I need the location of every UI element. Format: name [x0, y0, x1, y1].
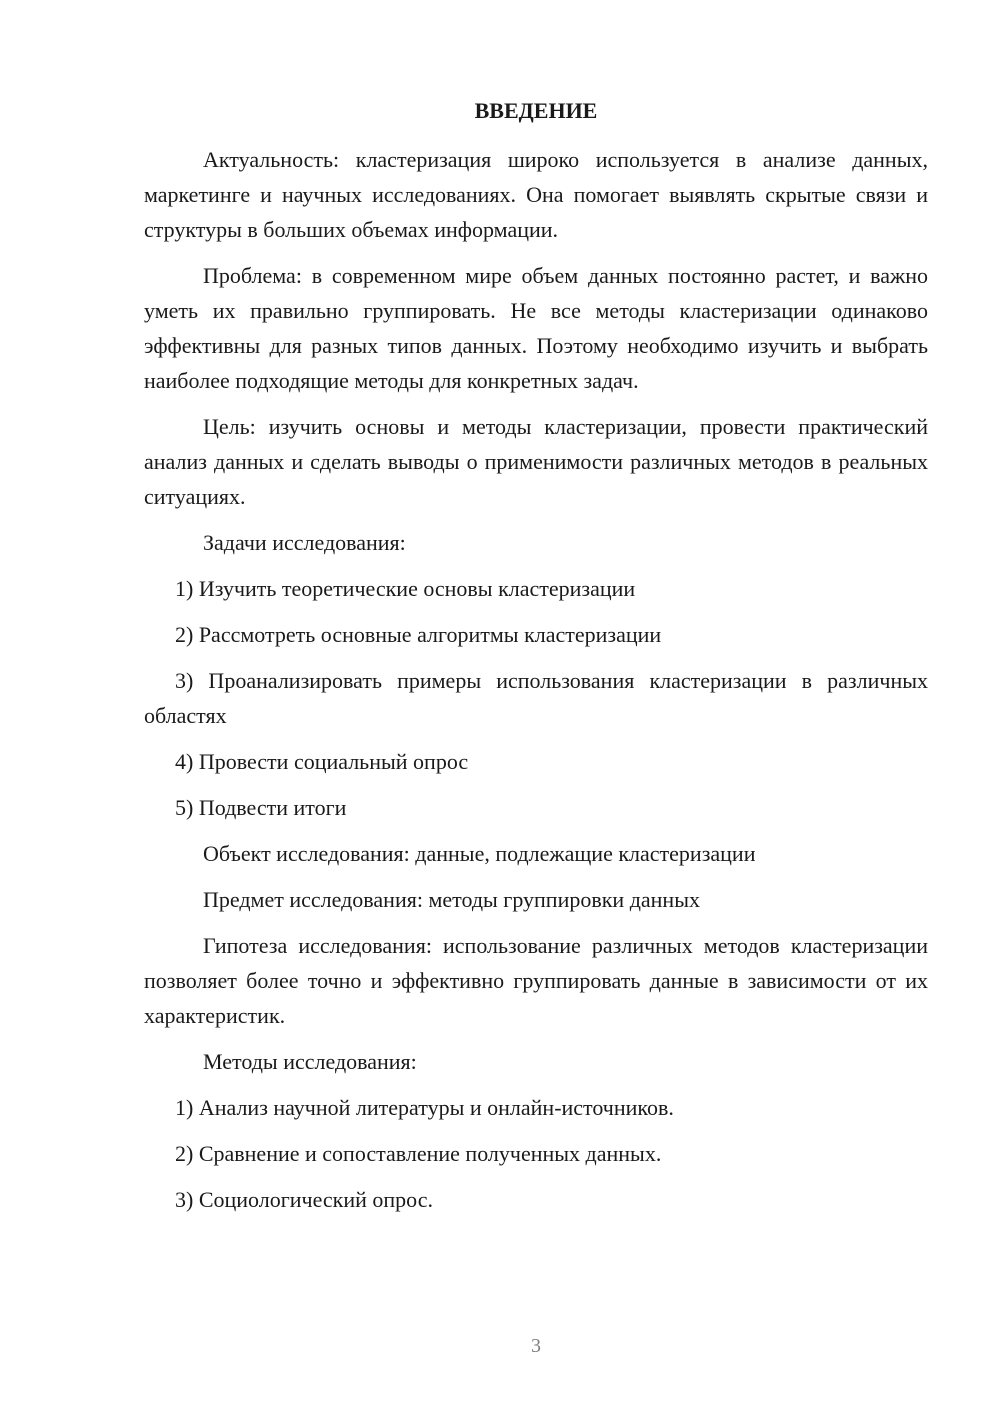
page-number: 3 — [531, 1335, 541, 1357]
method-item: 2) Сравнение и сопоставление полученных данных. — [175, 1141, 662, 1166]
hypothesis-paragraph: Гипотеза исследования: использование различных методов кластеризации позволяет более точно и эффективно группировать данные в зависимости от их характеристик. — [144, 933, 928, 1028]
relevance-paragraph: Актуальность: кластеризация широко используется в анализе данных, маркетинге и научных исследованиях. Она помогает выявлять скрытые связи и структуры в больших объемах информации. — [144, 147, 928, 242]
problem-paragraph: Проблема: в современном мире объем данных постоянно растет, и важно уметь их правильно группировать. Не все методы кластеризации одинаково эффективны для разных типов данных. Поэтому необходимо изучить и выбрать наиболее подходящие методы для конкретных задач. — [144, 263, 928, 393]
task-item: 5) Подвести итоги — [175, 795, 347, 820]
page-content — [144, 142, 928, 1228]
research-subject-paragraph: Предмет исследования: методы группировки данных — [203, 887, 700, 912]
task-item: 2) Рассмотреть основные алгоритмы кластеризации — [175, 622, 662, 647]
methods-heading: Методы исследования: — [203, 1049, 417, 1074]
goal-paragraph: Цель: изучить основы и методы кластеризации, провести практический анализ данных и сделать выводы о применимости различных методов в реальных ситуациях. — [144, 414, 928, 509]
page-title: ВВЕДЕНИЕ — [474, 98, 598, 123]
method-item: 3) Социологический опрос. — [175, 1187, 433, 1212]
task-item: 3) Проанализировать примеры использования кластеризации в различных областях — [144, 668, 928, 728]
method-item: 1) Анализ научной литературы и онлайн-источников. — [175, 1095, 674, 1120]
task-item: 4) Провести социальный опрос — [175, 749, 469, 774]
tasks-heading: Задачи исследования: — [203, 530, 406, 555]
research-object-paragraph: Объект исследования: данные, подлежащие кластеризации — [203, 841, 756, 866]
task-item: 1) Изучить теоретические основы кластеризации — [175, 576, 636, 601]
